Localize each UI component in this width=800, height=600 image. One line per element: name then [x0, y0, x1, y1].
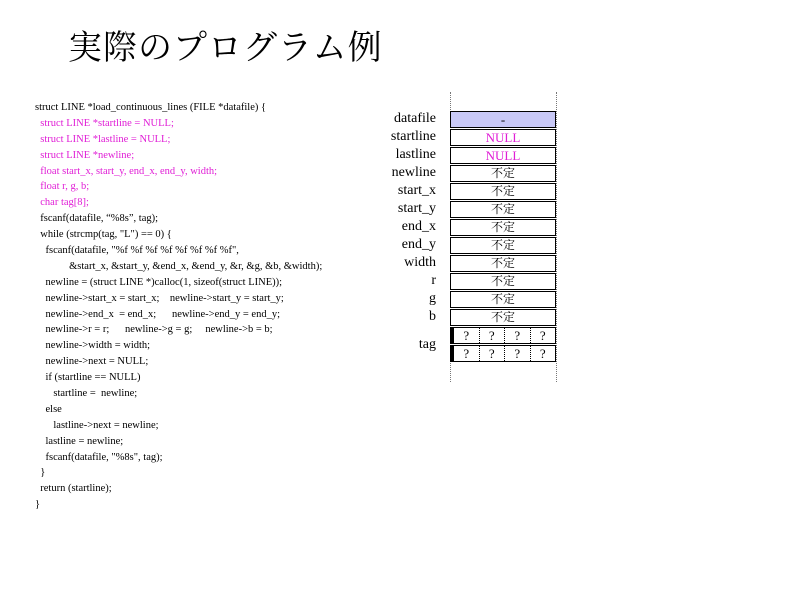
code-line: while (strcmp(tag, "L") == 0) { — [35, 229, 172, 241]
memory-cell-width: 不定 — [450, 255, 556, 272]
memory-cell-datafile: - — [450, 111, 556, 128]
memory-cell-end-y: 不定 — [450, 237, 556, 254]
code-line: lastline = newline; — [35, 435, 124, 447]
memory-cell-end-x: 不定 — [450, 219, 556, 236]
memory-tag-row — [450, 327, 556, 344]
code-line: fscanf(datafile, “%8s”, tag); — [35, 213, 159, 225]
memory-cell-startline: NULL — [450, 129, 556, 146]
memory-tag-cell: ? — [530, 346, 556, 361]
code-line: } — [35, 467, 46, 479]
code-line: fscanf(datafile, "%f %f %f %f %f %f %f %f", — [35, 245, 239, 257]
memory-cell-newline: 不定 — [450, 165, 556, 182]
slide-title: 実際のプログラム例 — [68, 28, 383, 68]
code-line: return (startline); — [35, 483, 112, 495]
code-line: char tag[8]; — [35, 197, 89, 209]
code-line: newline = (struct LINE *)calloc(1, sizeof(struct LINE)); — [35, 276, 283, 288]
memory-label-startline: startline — [390, 129, 436, 144]
code-line: &start_x, &start_y, &end_x, &end_y, &r, &g, &b, &width); — [35, 260, 323, 272]
memory-label-start-y: start_y — [397, 201, 436, 216]
memory-guide-right — [556, 92, 557, 382]
memory-tag-row — [450, 345, 556, 362]
code-line: struct LINE *newline; — [35, 149, 135, 161]
memory-tag-cell: ? — [504, 346, 530, 361]
memory-label-tag: tag — [418, 337, 436, 352]
memory-label-lastline: lastline — [395, 147, 436, 162]
memory-diagram — [360, 92, 560, 382]
memory-label-end-y: end_y — [401, 237, 436, 252]
code-line: struct LINE *lastline = NULL; — [35, 133, 171, 145]
code-line: lastline->next = newline; — [35, 419, 159, 431]
code-line: float r, g, b; — [35, 181, 90, 193]
memory-label-start-x: start_x — [397, 183, 436, 198]
code-line: if (startline == NULL) — [35, 372, 141, 384]
memory-tag-cell: ? — [451, 346, 479, 361]
memory-label-width: width — [404, 255, 436, 270]
code-line: else — [35, 403, 62, 415]
memory-cell-r: 不定 — [450, 273, 556, 290]
code-line: newline->width = width; — [35, 340, 151, 352]
code-line: startline = newline; — [35, 388, 138, 400]
memory-tag-cell: ? — [479, 328, 505, 343]
code-line: } — [35, 499, 41, 511]
memory-tag-cell: ? — [530, 328, 556, 343]
memory-tag-cell: ? — [479, 346, 505, 361]
memory-cell-start-y: 不定 — [450, 201, 556, 218]
code-line: newline->end_x = end_x; newline->end_y = end_y; — [35, 308, 281, 320]
code-listing — [35, 100, 405, 513]
code-line: float start_x, start_y, end_x, end_y, width; — [35, 165, 218, 177]
code-line: newline->start_x = start_x; newline->start_y = start_y; — [35, 292, 284, 304]
memory-label-newline: newline — [391, 165, 436, 180]
memory-tag-cell: ? — [451, 328, 479, 343]
code-line: fscanf(datafile, "%8s", tag); — [35, 451, 163, 463]
code-line: struct LINE *load_continuous_lines (FILE *datafile) { — [35, 102, 267, 113]
memory-label-b: b — [429, 309, 436, 324]
memory-label-end-x: end_x — [401, 219, 436, 234]
memory-label-r: r — [431, 273, 436, 288]
memory-tag-cell: ? — [504, 328, 530, 343]
code-line: newline->r = r; newline->g = g; newline->b = b; — [35, 324, 273, 336]
code-line: newline->next = NULL; — [35, 356, 149, 368]
memory-cell-b: 不定 — [450, 309, 556, 326]
memory-label-g: g — [429, 291, 436, 306]
memory-cell-lastline: NULL — [450, 147, 556, 164]
memory-cell-start-x: 不定 — [450, 183, 556, 200]
memory-label-datafile: datafile — [394, 111, 436, 126]
memory-cell-g: 不定 — [450, 291, 556, 308]
code-line: struct LINE *startline = NULL; — [35, 117, 174, 129]
